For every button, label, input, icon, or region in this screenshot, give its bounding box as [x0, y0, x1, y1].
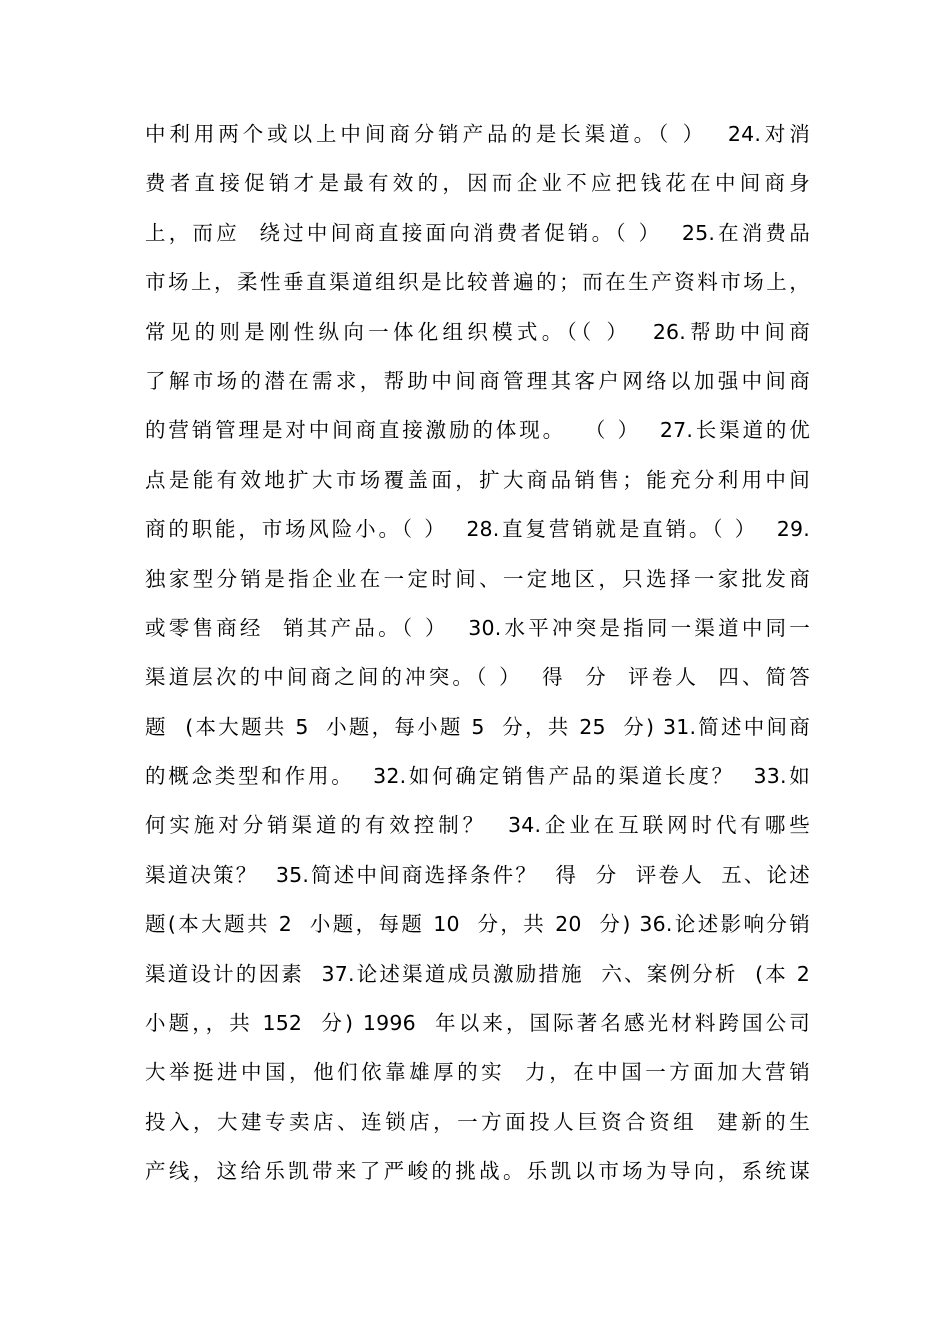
text-line: 渠道决策？ 35.简述中间商选择条件？ 得 分 评卷人 五、论述: [145, 862, 810, 887]
text-line: 的营销管理是对中间商直接激励的体现。 （ ） 27.长渠道的优: [145, 418, 810, 443]
text-line: 独家型分销是指企业在一定时间、一定地区，只选择一家批发商: [145, 566, 810, 591]
text-line: 渠道设计的因素 37.论述渠道成员激励措施 六、案例分析 (本 2: [145, 961, 810, 986]
text-line: 商的职能，市场风险小。（ ） 28.直复营销就是直销。（ ） 29.: [145, 517, 810, 542]
text-line: 市场上，柔性垂直渠道组织是比较普遍的；而在生产资料市场上，: [145, 270, 810, 295]
text-line: 渠道层次的中间商之间的冲突。（ ） 得 分 评卷人 四、简答: [145, 665, 810, 690]
text-line: 了解市场的潜在需求，帮助中间商管理其客户网络以加强中间商: [145, 368, 810, 393]
text-line: 小题，，共 152 分) 1996 年以来，国际著名感光材料跨国公司: [145, 1011, 810, 1036]
body-text: [145, 110, 810, 1197]
text-line: 上，而应 绕过中间商直接面向消费者促销。（ ） 25.在消费品: [145, 220, 810, 245]
text-line: 常见的则是刚性纵向一体化组织模式。（（ ） 26.帮助中间商: [145, 319, 810, 344]
text-line: 题 (本大题共 5 小题，每小题 5 分，共 25 分) 31.简述中间商: [145, 714, 810, 739]
text-line: 大举挺进中国，他们依靠雄厚的实 力，在中国一方面加大营销: [145, 1060, 810, 1085]
text-line: 何实施对分销渠道的有效控制？ 34.企业在互联网时代有哪些: [145, 813, 810, 838]
text-line: 产线，这给乐凯带来了严峻的挑战。乐凯以市场为导向，系统谋: [145, 1159, 810, 1184]
text-line: 题(本大题共 2 小题，每题 10 分，共 20 分) 36.论述影响分销: [145, 912, 810, 937]
text-line: 或零售商经 销其产品。（ ） 30.水平冲突是指同一渠道中同一: [145, 615, 810, 640]
text-line: 费者直接促销才是最有效的，因而企业不应把钱花在中间商身: [145, 171, 810, 196]
text-line: 点是能有效地扩大市场覆盖面，扩大商品销售；能充分利用中间: [145, 467, 810, 492]
text-line: 中利用两个或以上中间商分销产品的是长渠道。（ ） 24.对消: [145, 122, 810, 146]
text-line: 的概念类型和作用。 32.如何确定销售产品的渠道长度？ 33.如: [145, 764, 810, 789]
text-line: 投入，大建专卖店、连锁店，一方面投人巨资合资组 建新的生: [145, 1109, 810, 1134]
